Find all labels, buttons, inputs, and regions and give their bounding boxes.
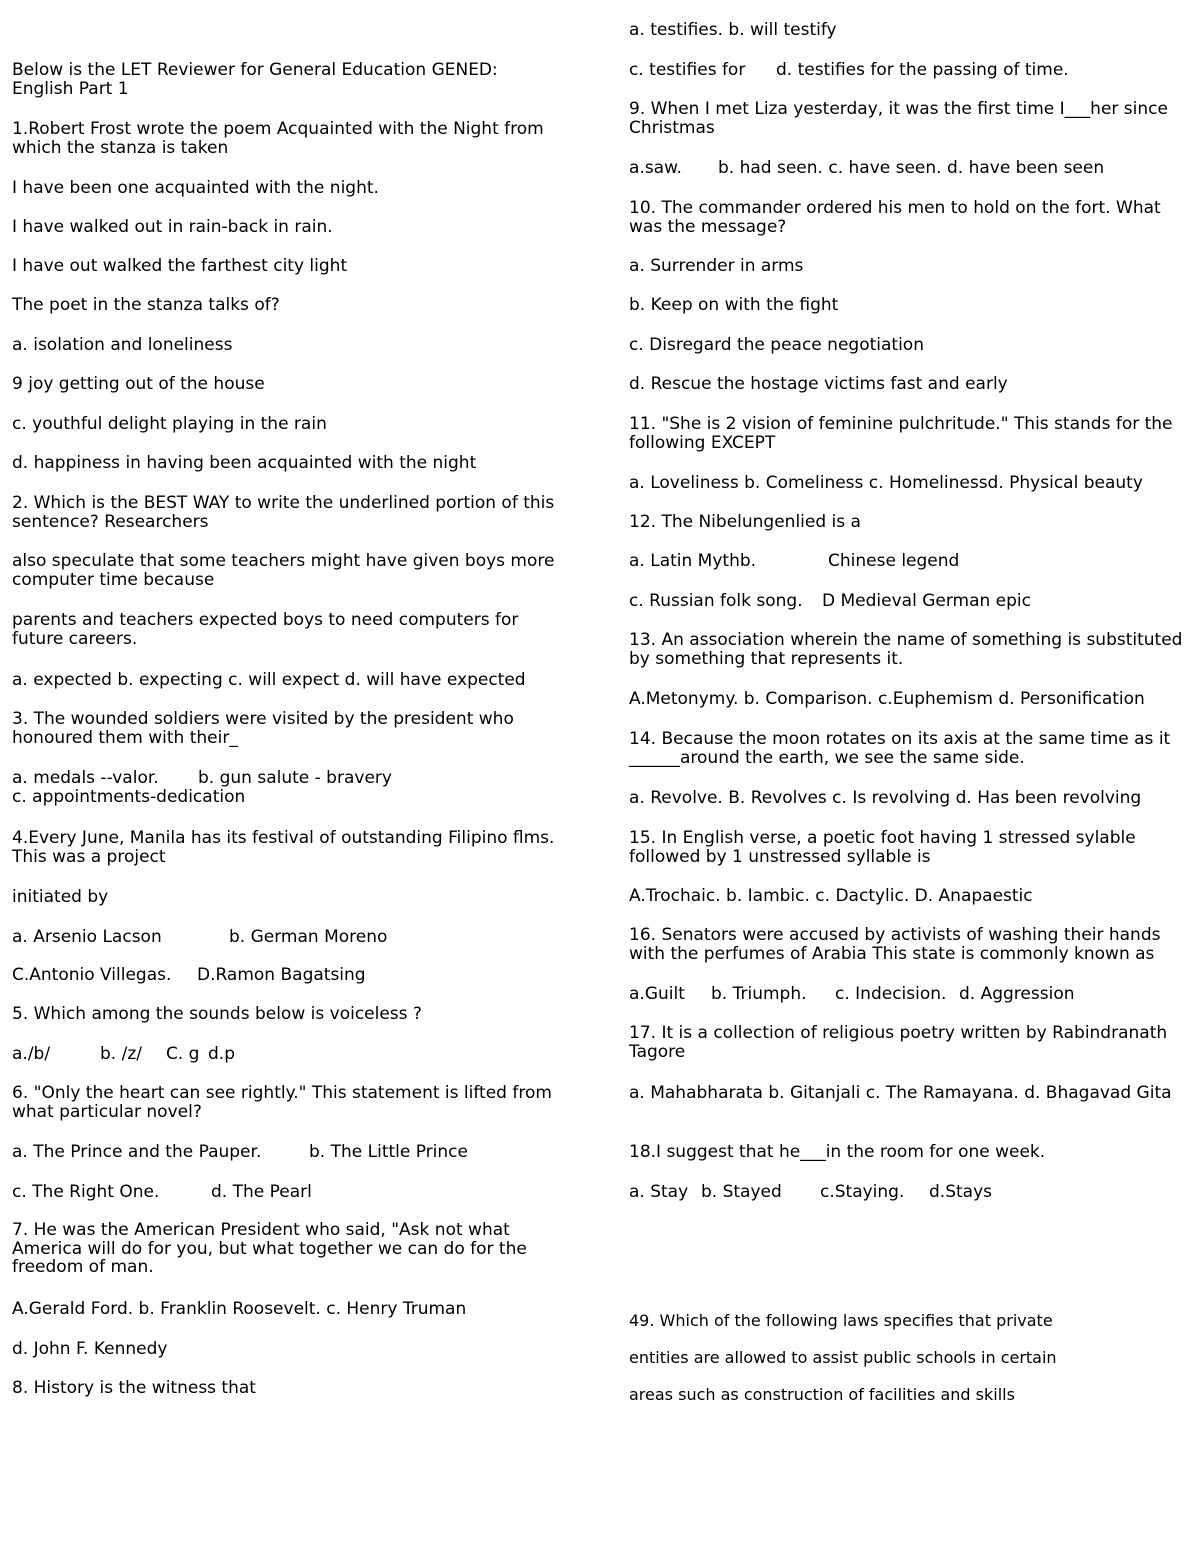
q17-options: a. Mahabharata b. Gitanjali c. The Ramayana. d. Bhagavad Gita (629, 1083, 1172, 1103)
q16-option-d: d. Aggression (959, 984, 1075, 1004)
q5-option-c: C. g (166, 1044, 200, 1064)
q8-question: 8. History is the witness that (12, 1378, 256, 1398)
q6-option-a: a. The Prince and the Pauper. (12, 1142, 262, 1162)
q12-options-row-1 (629, 552, 1184, 572)
q5-options-row (12, 1045, 557, 1065)
q3-options-row (12, 769, 557, 789)
q18-question: 18.I suggest that he___in the room for one week. (629, 1142, 1046, 1162)
q11-question: 11. "She is 2 vision of feminine pulchritude." This stands for the following EXCEPT (629, 414, 1173, 453)
q11-options: a. Loveliness b. Comeliness c. Homelinessd. Physical beauty (629, 473, 1143, 493)
q6-options-row-2 (12, 1183, 557, 1203)
q16-option-a: a.Guilt (629, 984, 685, 1004)
q12-option-c: c. Russian folk song. (629, 591, 803, 611)
q1-option-d: d. happiness in having been acquainted with the night (12, 453, 477, 473)
q6-option-c: c. The Right One. (12, 1182, 160, 1202)
q12-option-d: D Medieval German epic (822, 591, 1031, 611)
q9-option-a: a.saw. (629, 158, 682, 178)
q1-option-a: a. isolation and loneliness (12, 335, 233, 355)
q1-stanza-line-1: I have been one acquainted with the night. (12, 178, 379, 198)
q4-option-c: C.Antonio Villegas. (12, 965, 172, 985)
q49-line-1: 49. Which of the following laws specifies that private (629, 1311, 1053, 1330)
q1-option-b: 9 joy getting out of the house (12, 374, 265, 394)
q5-option-a: a./b/ (12, 1044, 51, 1064)
q49-line-3: areas such as construction of facilities and skills (629, 1385, 1015, 1404)
q13-question: 13. An association wherein the name of something is substituted by something that represents it. (629, 630, 1183, 669)
q16-options-row (629, 985, 1184, 1005)
q18-option-d: d.Stays (929, 1182, 992, 1202)
q8-option-c: c. testifies for (629, 60, 746, 80)
q17-question: 17. It is a collection of religious poetry written by Rabindranath Tagore (629, 1023, 1168, 1062)
q8-options-ab: a. testifies. b. will testify (629, 20, 837, 40)
q18-options-row (629, 1183, 1184, 1203)
q16-question: 16. Senators were accused by activists of washing their hands with the perfumes of Arabia This state is commonly known as (629, 925, 1161, 964)
q9-options-bcd: b. had seen. c. have seen. d. have been seen (718, 158, 1105, 178)
q1-option-c: c. youthful delight playing in the rain (12, 414, 327, 434)
q10-question: 10. The commander ordered his men to hold on the fort. What was the message? (629, 198, 1161, 237)
q4-options-row-1 (12, 928, 557, 948)
q12-option-b: Chinese legend (828, 551, 960, 571)
q10-option-b: b. Keep on with the fight (629, 295, 839, 315)
q3-option-b: b. gun salute - bravery (198, 768, 392, 788)
q1-stanza-line-2: I have walked out in rain-back in rain. (12, 217, 333, 237)
q14-question: 14. Because the moon rotates on its axis at the same time as it ______around the earth, we see the same side. (629, 729, 1171, 768)
q7-options: A.Gerald Ford. b. Franklin Roosevelt. c. Henry Truman (12, 1299, 467, 1319)
q2-options: a. expected b. expecting c. will expect d. will have expected (12, 670, 526, 690)
q9-question: 9. When I met Liza yesterday, it was the first time I___her since Christmas (629, 99, 1168, 138)
q4-option-a: a. Arsenio Lacson (12, 927, 162, 947)
q10-option-c: c. Disregard the peace negotiation (629, 335, 924, 355)
q8-options-row-2 (629, 61, 1184, 81)
q18-option-c: c.Staying. (820, 1182, 905, 1202)
q4-line-2: initiated by (12, 887, 109, 907)
q4-question: 4.Every June, Manila has its festival of outstanding Filipino flms. This was a project (12, 828, 555, 867)
q14-options: a. Revolve. B. Revolves c. Is revolving d. Has been revolving (629, 788, 1142, 808)
q1-prompt: The poet in the stanza talks of? (12, 295, 280, 315)
q1-question: 1.Robert Frost wrote the poem Acquainted with the Night from which the stanza is taken (12, 119, 544, 158)
q6-options-row-1 (12, 1143, 557, 1163)
q10-option-d: d. Rescue the hostage victims fast and early (629, 374, 1008, 394)
q8-option-d: d. testifies for the passing of time. (776, 60, 1069, 80)
q6-option-d: d. The Pearl (211, 1182, 312, 1202)
q5-option-d: d.p (208, 1044, 235, 1064)
q16-option-c: c. Indecision. (835, 984, 947, 1004)
q12-question: 12. The Nibelungenlied is a (629, 512, 861, 532)
q4-option-b: b. German Moreno (229, 927, 388, 947)
intro-text: Below is the LET Reviewer for General Education GENED: English Part 1 (12, 60, 498, 99)
q3-option-a: a. medals --valor. (12, 768, 159, 788)
q3-option-c: c. appointments-dedication (12, 787, 246, 807)
q13-options: A.Metonymy. b. Comparison. c.Euphemism d. Personification (629, 689, 1145, 709)
q18-option-b: b. Stayed (701, 1182, 782, 1202)
q15-options: A.Trochaic. b. Iambic. c. Dactylic. D. Anapaestic (629, 886, 1033, 906)
q7-option-d: d. John F. Kennedy (12, 1339, 168, 1359)
q2-line-2: also speculate that some teachers might have given boys more computer time because (12, 551, 555, 590)
q1-stanza-line-3: I have out walked the farthest city light (12, 256, 348, 276)
q3-question: 3. The wounded soldiers were visited by the president who honoured them with their_ (12, 709, 514, 748)
q2-question: 2. Which is the BEST WAY to write the underlined portion of this sentence? Researchers (12, 493, 555, 532)
q16-option-b: b. Triumph. (711, 984, 807, 1004)
q4-option-d: D.Ramon Bagatsing (197, 965, 366, 985)
q2-line-3: parents and teachers expected boys to need computers for future careers. (12, 610, 519, 649)
q10-option-a: a. Surrender in arms (629, 256, 804, 276)
q12-option-a: a. Latin Mythb. (629, 551, 757, 571)
q12-options-row-2 (629, 592, 1184, 612)
q15-question: 15. In English verse, a poetic foot having 1 stressed sylable followed by 1 unstressed syllable is (629, 828, 1136, 867)
q9-options-row (629, 159, 1184, 179)
q49-line-2: entities are allowed to assist public schools in certain (629, 1348, 1057, 1367)
q7-question: 7. He was the American President who said, "Ask not what America will do for you, but what together we can do for the freedom of man. (12, 1220, 527, 1277)
q5-question: 5. Which among the sounds below is voiceless ? (12, 1004, 422, 1024)
q5-option-b: b. /z/ (100, 1044, 142, 1064)
q4-options-row-2 (12, 966, 557, 986)
q18-option-a: a. Stay (629, 1182, 689, 1202)
q6-option-b: b. The Little Prince (309, 1142, 468, 1162)
q6-question: 6. "Only the heart can see rightly." This statement is lifted from what particular novel? (12, 1083, 552, 1122)
